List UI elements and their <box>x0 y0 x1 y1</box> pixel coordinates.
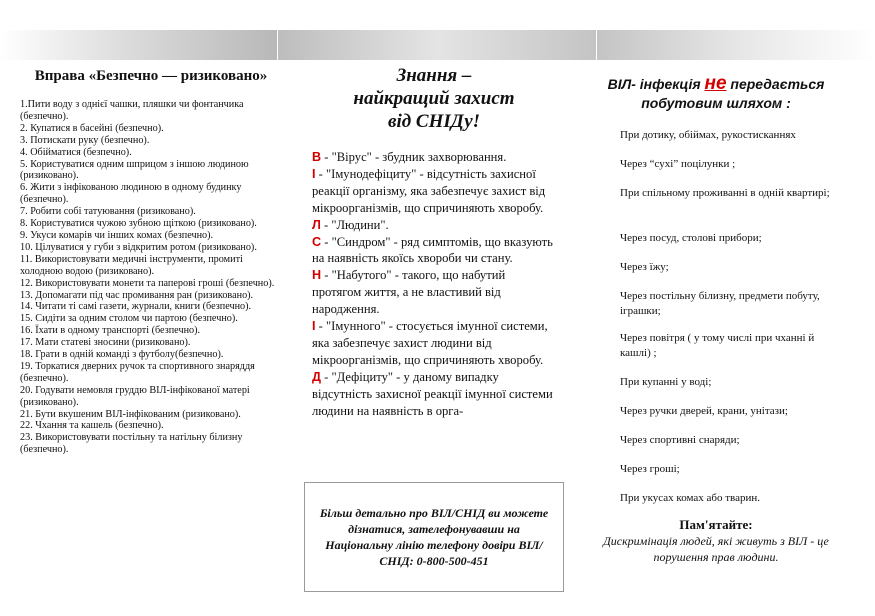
list-item: Через “сухі” поцілунки ; <box>620 158 736 170</box>
list-item: 16. Їхати в одному транспорті (безпечно). <box>20 325 201 337</box>
left-column <box>20 68 282 456</box>
heading-line: Знання – <box>396 65 472 86</box>
exercise-list <box>20 99 282 456</box>
definition-item <box>312 267 556 318</box>
header-bar-segment-middle <box>277 30 595 60</box>
definition-text: - "Імунного" - стосується імунної системи, яка забезпечує захист людини від мікроорганізмів, що спричиняють хворобу. <box>312 319 548 367</box>
definition-text: - "Імунодефіциту" - відсутність захисної реакції організму, яка забезпечує захист від мікроорганізмів, що спричиняють хворобу. <box>312 166 546 215</box>
middle-column <box>312 64 556 464</box>
definition-text: - "Набутого" - такого, що набутий протягом життя, а не властивий від народження. <box>312 268 506 317</box>
header-bar-segment-left <box>0 30 277 60</box>
definition-letter: С <box>312 234 322 249</box>
list-item: 15. Сидіти за одним столом чи партою (безпечно). <box>20 313 238 325</box>
definition-item <box>312 234 556 268</box>
knowledge-heading <box>312 64 556 133</box>
list-item: 12. Використовувати монети та паперові гроші (безпечно). <box>20 277 275 289</box>
definition-item <box>312 217 556 234</box>
list-item: 4. Обійматися (безпечно). <box>20 146 132 158</box>
heading-part: передається побутовим шляхом : <box>641 76 825 111</box>
definition-item <box>312 318 556 369</box>
definition-letter: Н <box>312 268 322 283</box>
list-item: 19. Торкатися дверних ручок та спортивного знаряддя (безпечно). <box>20 360 255 384</box>
definition-item <box>312 166 556 217</box>
hotline-info-box <box>304 482 564 592</box>
list-item: 6. Жити з інфікованою людиною в одному будинку (безпечно). <box>20 182 242 206</box>
exercise-title: Вправа «Безпечно — ризиковано» <box>34 68 268 84</box>
heading-line: від СНІДу! <box>387 111 481 132</box>
list-item: 21. Бути вкушеним ВІЛ-інфікованим (ризиковано). <box>20 408 241 420</box>
list-item: При укусах комах або тварин. <box>620 492 761 504</box>
definition-text: - "Людини". <box>320 217 389 232</box>
definition-letter: Д <box>312 369 321 384</box>
right-column <box>598 73 834 564</box>
definition-letter: І <box>312 319 316 334</box>
definition-item <box>312 369 556 420</box>
list-item: 3. Потискати руку (безпечно). <box>20 134 150 146</box>
heading-line: найкращий захист <box>353 88 515 109</box>
list-item: Через повітря ( у тому числі при чханні й кашлі) ; <box>620 332 815 359</box>
remember-heading: Пам'ятайте: <box>679 517 753 532</box>
list-item: 10. Цілуватися у губи з відкритим ротом (ризиковано). <box>20 241 257 253</box>
header-gradient-bar <box>0 30 875 60</box>
definition-letter: Л <box>312 217 321 232</box>
definition-text: - "Дефіциту" - у даному випадку відсутність захисної реакції імунної системи людини на наявність в орга- <box>312 369 553 418</box>
list-item: 23. Використовувати постільну та натільну білизну (безпечно). <box>20 432 243 456</box>
list-item: Через спортивні снаряди; <box>620 434 740 446</box>
list-item: Через посуд, столові прибори; <box>620 232 762 244</box>
list-item: 13. Допомагати під час промивання ран (ризиковано). <box>20 289 254 301</box>
list-item: 14. Читати ті самі газети, журнали, книги (безпечно). <box>20 301 252 313</box>
list-item: 20. Годувати немовля груддю ВІЛ-інфікованої матері (ризиковано). <box>20 384 250 408</box>
list-item: 7. Робити собі татуювання (ризиковано). <box>20 206 196 218</box>
definition-item <box>312 149 556 166</box>
definition-text: - "Вірус" - збудник захворювання. <box>321 150 507 164</box>
header-bar-segment-right <box>596 30 875 60</box>
heading-emphasis-not: не <box>704 73 727 94</box>
list-item: 8. Користуватися чужою зубною щіткою (ризиковано). <box>20 218 257 230</box>
list-item: 9. Укуси комарів чи інших комах (безпечно). <box>20 229 214 241</box>
definition-letter: В <box>312 150 322 164</box>
definition-text: - "Синдром" - ряд симптомів, що вказують на наявність якоїсь хвороби чи стану. <box>312 234 553 266</box>
list-item: 5. Користуватися одним шприцом з іншою людиною (ризиковано). <box>20 158 249 182</box>
list-item: 18. Грати в одній команді з футболу(безпечно). <box>20 349 224 361</box>
hotline-text: Більш детально про ВІЛ/СНІД ви можете дізнатися, зателефонувавши на Національну лінію телефону довіри ВІЛ/СНІД: 0-800-500-451 <box>319 506 549 568</box>
list-item: При дотику, обіймах, рукостисканнях <box>620 129 796 141</box>
list-item: Через постільну білизну, предмети побуту, іграшки; <box>620 290 820 317</box>
list-item: При спільному проживанні в одній квартирі; <box>620 187 830 199</box>
list-item: 1.Пити воду з однієї чашки, пляшки чи фонтанчика (безпечно). <box>20 99 244 122</box>
aids-acronym-definitions <box>312 149 556 464</box>
list-item: Через гроші; <box>620 463 680 475</box>
list-item: Через їжу; <box>620 261 669 273</box>
transmission-heading <box>598 74 834 113</box>
list-item: 17. Мати статеві зносини (ризиковано). <box>20 337 191 349</box>
definition-letter: І <box>312 166 316 181</box>
list-item: При купанні у воді; <box>620 376 712 388</box>
list-item: 2. Купатися в басейні (безпечно). <box>20 122 164 134</box>
list-item: 22. Чхання та кашель (безпечно). <box>20 420 164 432</box>
list-item: Через ручки дверей, крани, унітази; <box>620 405 788 417</box>
list-item: 11. Використовувати медичні інструменти, промиті холодною водою (ризиковано). <box>20 253 243 277</box>
remember-text: Дискримінація людей, які живуть з ВІЛ - це порушення прав людини. <box>603 534 829 564</box>
heading-part: ВІЛ- інфекція <box>607 76 705 92</box>
